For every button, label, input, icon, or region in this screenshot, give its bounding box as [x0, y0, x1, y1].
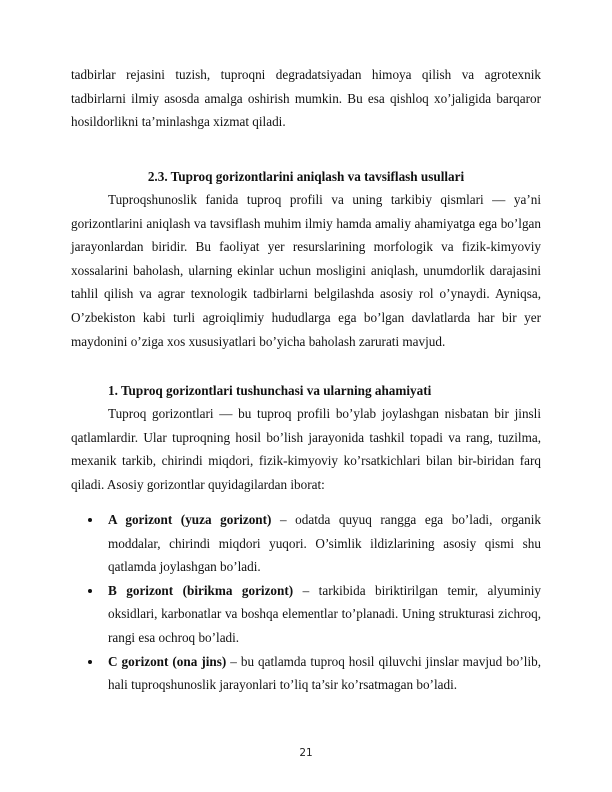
horizon-term: A gorizont (yuza gorizont) — [108, 512, 272, 527]
bullet-icon — [88, 589, 92, 593]
page-number: 21 — [299, 747, 313, 759]
list-item — [71, 650, 541, 697]
list-item — [71, 508, 541, 579]
horizon-description: – bu qatlamda tuproq hosil qiluvchi jinslar mavjud bo’lib, hali tuproqshunoslik jarayonlari to’liq ta’sir ko’rsatmagan bo’ladi. — [108, 653, 542, 693]
section-body-paragraph: Tuproqshunoslik fanida tuproq profili va uning tarkibiy qismlari — ya’ni gorizontlarini aniqlash va tavsiflash muhim ilmiy hamda amaliy ahamiyatga ega bo’lgan jarayonlardan biridir. Bu faoliyat yer resurslarining morfologik va fizik-kimyoviy xossalarini baholash, ularning ekinlar uchun mosligini aniqlash, unumdorlik darajasini tahlil qilish va agrar texnologik tadbirlarni belgilashda asosiy rol o’ynaydi. Ayniqsa, O’zbekiston kabi turli agroiqlimiy hududlarga ega bo’lgan davlatlarda har bir yer maydonini o’ziga xos xususiyatlari bo’yicha baholash zarurati mavjud. — [71, 192, 541, 349]
section-heading: 2.3. Tuproq gorizontlarini aniqlash va tavsiflash usullari — [147, 169, 465, 184]
subsection-body-paragraph: Tuproq gorizontlari — bu tuproq profili bo’ylab joylashgan nisbatan bir jinsli qatlamlardir. Ular tuproqning hosil bo’lish jarayonida tashkil topadi va rang, tuzilma, mexanik tarkib, chirindi miqdori, fizik-kimyoviy ko’rsatkichlari bilan bir-biridan farq qiladi. Asosiy gorizontlar quyidagilardan iborat: — [71, 406, 541, 492]
horizon-term: B gorizont (birikma gorizont) — [108, 582, 294, 598]
subsection-heading: 1. Tuproq gorizontlari tushunchasi va ularning ahamiyati — [108, 383, 432, 398]
bullet-icon — [88, 518, 92, 522]
horizon-description: – tarkibida biriktirilgan temir, alyuminiy oksidlari, karbonatlar va boshqa elementlar to’planadi. Uning strukturasi zichroq, rangi esa ochroq bo’ladi. — [108, 582, 541, 645]
intro-paragraph: tadbirlar rejasini tuzish, tuproqni degradatsiyadan himoya qilish va agrotexnik tadbirlarni ilmiy asosda amalga oshirish mumkin. Bu esa qishloq xo’jaligida barqaror hosildorlikni ta’minlashga xizmat qiladi. — [71, 67, 541, 130]
bullet-icon — [88, 660, 92, 664]
horizon-description: – odatda quyuq rangga ega bo’ladi, organik moddalar, chirindi miqdori yuqori. O’simlik ildizlarining asosiy qismi shu qatlamda joylashgan bo’ladi. — [108, 512, 541, 575]
list-item — [71, 579, 541, 650]
horizon-term: C gorizont (ona jins) — [108, 653, 227, 669]
horizon-list — [71, 508, 541, 697]
